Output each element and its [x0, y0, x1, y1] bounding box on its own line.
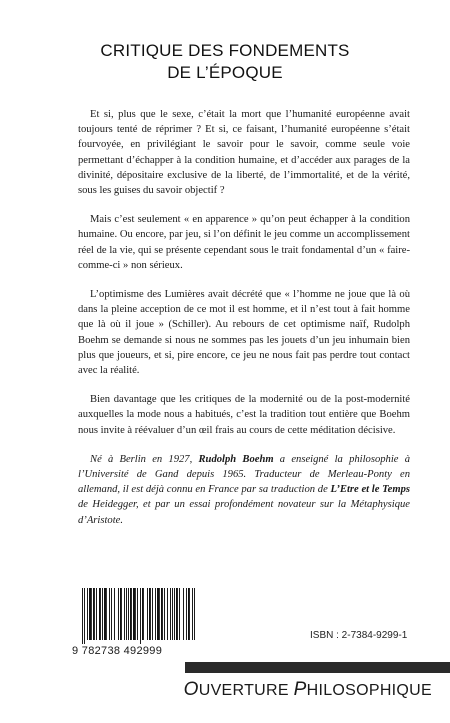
bio-text-1: Né à Berlin en 1927,	[90, 453, 199, 465]
barcode-bar	[186, 588, 187, 640]
paragraph-3: L’optimisme des Lumières avait décrété que « l’homme ne joue que là où dans la pleine acception de ce mot il est homme, et il n’est tout à fait homme que là où il joue » (Schiller). Au rebours de cet optimisme naïf, Rudolph Boehm se demande si nous ne sommes pas les jouets d’un jeu inhumain bien plus que joueurs, et si, pire encore, ce jeu ne nous fait pas perdre tout contact avec la réalité.	[78, 289, 410, 377]
barcode-bar	[176, 588, 178, 640]
barcode-bar	[183, 588, 184, 640]
barcode-bar	[194, 588, 195, 640]
barcode-bar	[161, 588, 163, 640]
barcode-bar	[170, 588, 171, 640]
title-line-1: CRITIQUE DES FONDEMENTS	[100, 41, 350, 60]
translated-book-title: L’Etre et le Temps	[330, 484, 410, 496]
collection-word-1: UVERTURE	[198, 682, 294, 699]
paragraph-2: Mais c’est seulement « en apparence » qu’on peut échapper à la condition humaine. Ou encore, par jeu, si l’on définit le jeu comme un accomplissement réel de la vie, qui se présente cependant sous le trait fondamental d’un « faire-comme-ci » non sérieux.	[78, 214, 410, 271]
barcode	[72, 588, 202, 660]
barcode-bar	[124, 588, 125, 640]
barcode-bar	[120, 588, 122, 640]
barcode-bar	[174, 588, 175, 640]
bio-text-3: de Heidegger, et par un essai profondément novateur sur la Métaphysique d’Aristote.	[78, 499, 410, 526]
barcode-bar	[96, 588, 97, 640]
barcode-bar	[87, 588, 88, 640]
collection-initial-1: O	[183, 679, 199, 700]
barcode-bar	[128, 588, 129, 640]
barcode-bar	[82, 588, 83, 644]
barcode-bar	[188, 588, 190, 640]
barcode-bar	[172, 588, 173, 640]
paragraph-1: Et si, plus que le sexe, c’était la mort que l’humanité européenne avait toujours tenté de réprimer ? Et si, ce faisant, l’humanité européenne s’était fourvoyée, en privilégiant le savoir pour le savoir, comme seule voie permettant d’échapper à la condition humaine, et d’accéder aux parages de la divinité, dépositaire exclusive de la liberté, de l’immortalité, et de la vérité, sous les guises du savoir objectif ?	[78, 109, 410, 197]
barcode-bar	[133, 588, 136, 640]
book-title	[0, 40, 450, 84]
author-bio	[78, 452, 410, 528]
barcode-bar	[130, 588, 132, 640]
barcode-bar	[84, 588, 85, 644]
collection-initial-2: P	[293, 679, 307, 700]
barcode-bar	[104, 588, 107, 640]
title-line-2: DE L’ÉPOQUE	[167, 63, 283, 82]
back-cover-text	[78, 107, 410, 528]
barcode-bar	[155, 588, 156, 640]
barcode-bar	[114, 588, 115, 640]
barcode-bar	[179, 588, 180, 640]
collection-name	[184, 679, 432, 701]
barcode-bar	[167, 588, 168, 640]
author-name: Rudolph Boehm	[198, 453, 274, 465]
barcode-digits: 9 782738 492999	[72, 645, 163, 657]
collection-word-2: HILOSOPHIQUE	[306, 682, 432, 699]
isbn: ISBN : 2-7384-9299-1	[310, 630, 408, 641]
paragraph-4: Bien davantage que les critiques de la modernité ou de la post-modernité auxquelles la mode nous a habitués, c’est la tradition tout entière que Boehm nous invite à réévaluer d’un œil frais au cours de cette méditation décisive.	[78, 394, 410, 436]
barcode-bar	[118, 588, 119, 640]
barcode-bar	[149, 588, 151, 640]
barcode-bar	[147, 588, 148, 640]
barcode-bar	[109, 588, 110, 640]
barcode-bar	[157, 588, 160, 640]
barcode-bar	[152, 588, 153, 640]
barcode-bar	[142, 588, 144, 640]
barcode-bar	[99, 588, 101, 640]
barcode-bar	[164, 588, 165, 640]
barcode-bars	[82, 588, 198, 644]
bio-text-2: a enseigné la philosophie à l’Université de Gand depuis 1965. Traducteur de Merleau-Ponty en allemand, il est déjà connu en France par sa traduction de	[78, 453, 411, 496]
footer-rule	[185, 662, 450, 673]
barcode-bar	[126, 588, 127, 640]
barcode-bar	[89, 588, 92, 640]
barcode-bar	[140, 588, 141, 644]
barcode-bar	[102, 588, 103, 640]
barcode-bar	[93, 588, 95, 640]
barcode-bar	[192, 588, 193, 640]
barcode-bar	[111, 588, 112, 640]
barcode-bar	[137, 588, 138, 640]
